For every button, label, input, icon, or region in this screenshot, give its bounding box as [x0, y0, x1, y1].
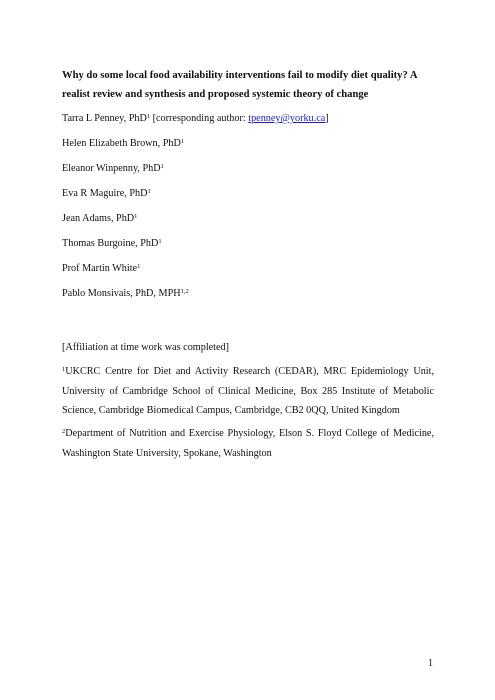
- author-affiliation-marker: 1,2: [180, 288, 189, 295]
- author-affiliation-marker: 1: [158, 238, 162, 245]
- corresponding-email-link[interactable]: tpenney@yorku.ca: [248, 113, 326, 124]
- author-line: [62, 187, 151, 200]
- author-line: [62, 237, 162, 250]
- author-line: [62, 287, 189, 300]
- affiliation-text: UKCRC Centre for Diet and Activity Research (CEDAR), MRC Epidemiology Unit, University of Cambridge School of Clinical Medicine, Box 285 Institute of Metabolic Science, Cambridge Biomedical Campus, Cambridge, CB2 0QQ, United Kingdom: [62, 366, 434, 416]
- author-line: [62, 212, 137, 225]
- author-name: Helen Elizabeth Brown, PhD: [62, 138, 181, 149]
- author-affiliation-marker: 1: [146, 113, 151, 120]
- author-name: Tarra L Penney, PhD: [62, 113, 147, 124]
- affiliation-text: Department of Nutrition and Exercise Physiology, Elson S. Floyd College of Medicine, Washington State University, Spokane, Washington: [62, 428, 434, 459]
- paper-title: Why do some local food availability interventions fail to modify diet quality? A realist review and synthesis and proposed systemic theory of change: [62, 70, 417, 100]
- author-name: Eva R Maguire, PhD: [62, 188, 148, 199]
- author-name: Pablo Monsivais, PhD, MPH: [62, 288, 181, 299]
- author-name: Thomas Burgoine, PhD: [62, 238, 159, 249]
- author-affiliation-marker: 1: [147, 188, 151, 195]
- affiliation-marker: 1: [62, 366, 66, 373]
- author-line: [62, 162, 164, 175]
- author-affiliation-marker: 1: [180, 138, 185, 145]
- affiliation: [62, 424, 434, 463]
- corresponding-note-open: [corresponding author:: [150, 113, 249, 124]
- author-affiliation-marker: 1: [137, 263, 141, 270]
- affiliation: [62, 362, 434, 421]
- corresponding-note-close: ]: [325, 113, 329, 124]
- author-affiliation-marker: 1: [160, 163, 164, 170]
- affiliation-marker: 2: [62, 428, 66, 435]
- author-name: Eleanor Winpenny, PhD: [62, 163, 161, 174]
- author-name: Jean Adams, PhD: [62, 213, 135, 224]
- author-name: Prof Martin White: [62, 263, 138, 274]
- author-affiliation-marker: 1: [134, 213, 138, 220]
- author-line: [62, 137, 184, 150]
- affiliation-note: [Affiliation at time work was completed]: [62, 342, 230, 353]
- author-line: [62, 262, 140, 275]
- page-number: 1: [428, 658, 433, 669]
- author-line: [62, 112, 329, 125]
